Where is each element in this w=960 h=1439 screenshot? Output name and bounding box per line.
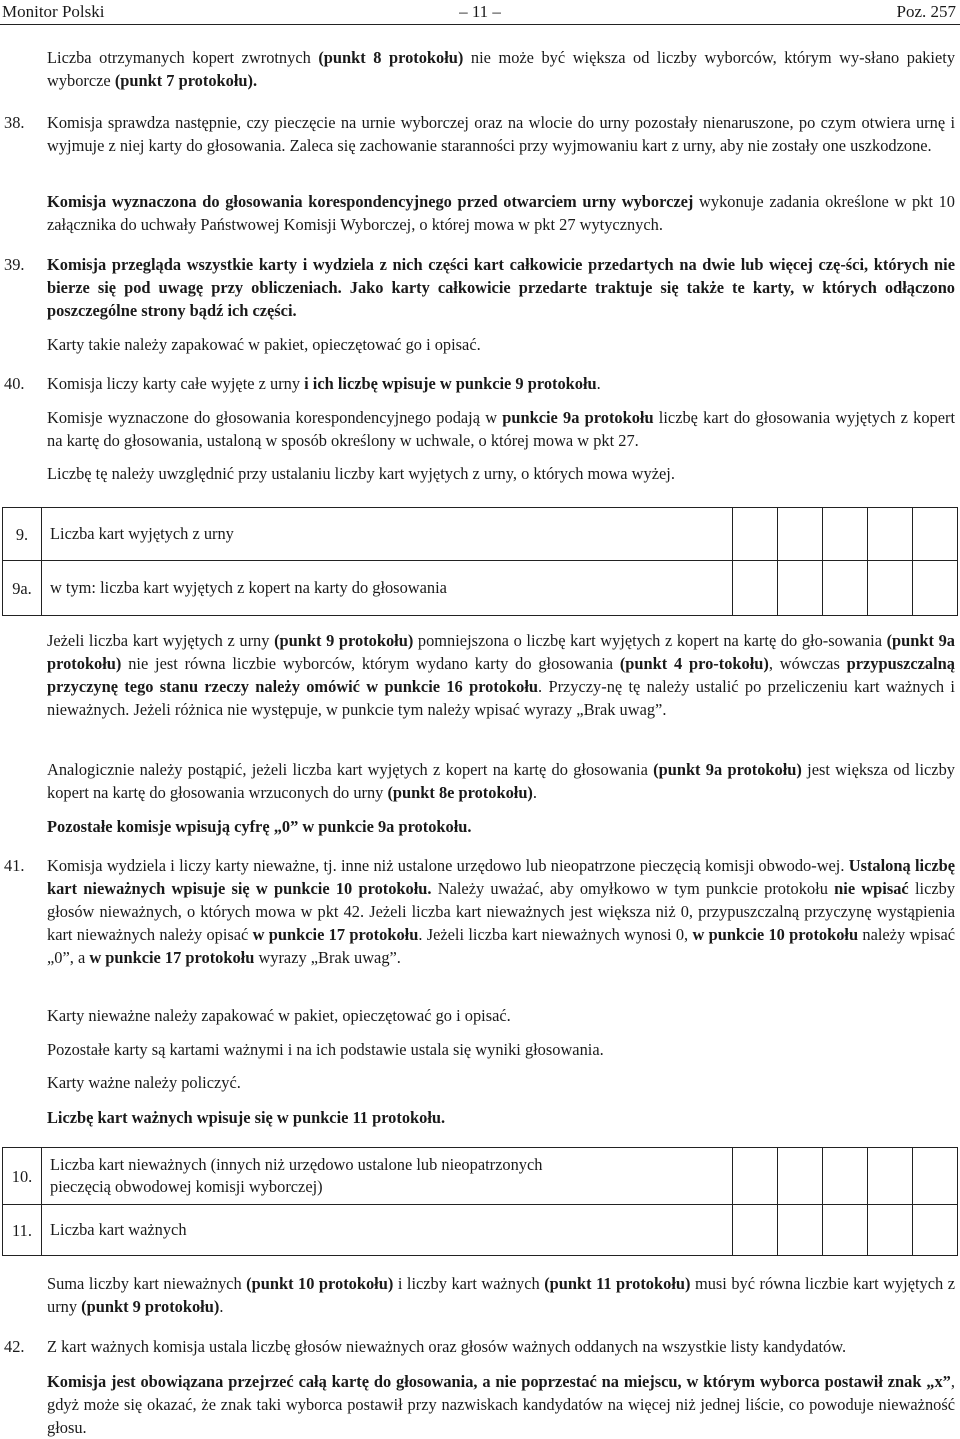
text-run: Suma liczby kart nieważnych (47, 1274, 247, 1293)
bold-text-run: punkcie 9a protokołu (502, 408, 654, 427)
section-41-paragraph-2 (47, 1004, 955, 1027)
text-run: Karty takie należy zapakować w pakiet, opieczętować go i opisać. (47, 335, 481, 354)
intro-paragraph (47, 46, 955, 92)
section-39-paragraph-2 (47, 333, 955, 356)
text-run: pomniejszona o liczbę kart wyjętych z kopert na kartę do gło-sowania (413, 631, 887, 650)
text-run: . Przyczy-nę tę należy ustalić po przeliczeniu kart ważnych i nieważnych. Jeżeli różnica nie występuje, w punkcie tym należy wpisać wyrazy „Brak uwag”. (47, 677, 955, 719)
text-run: Liczbę tę należy uwzględnić przy ustalaniu liczby kart wyjętych z urny, o których mowa wyżej. (47, 464, 675, 483)
row-label-line: Liczba kart nieważnych (innych niż urzędowo ustalone lub nieopatrzonych (50, 1155, 543, 1174)
digit-box[interactable] (913, 1148, 958, 1205)
digit-box[interactable] (778, 1205, 823, 1256)
row-label: Liczba kart ważnych (42, 1205, 733, 1256)
bold-text-run: Pozostałe komisje wpisują cyfrę „0” w punkcie 9a protokołu. (47, 817, 472, 836)
digit-box[interactable] (823, 1205, 868, 1256)
row-number: 9a. (3, 561, 42, 616)
bold-text-run: w punkcie 10 protokołu (692, 925, 859, 944)
text-run: . Jeżeli liczba kart nieważnych wynosi 0, (418, 925, 693, 944)
bold-text-run: Komisja wyznaczona do głosowania korespondencyjnego przed otwarciem urny wyborczej (47, 192, 694, 211)
digit-box[interactable] (733, 1205, 778, 1256)
section-42-paragraph-1 (47, 1335, 955, 1358)
table-row (3, 508, 958, 561)
section-number-41: 41. (4, 856, 25, 875)
section-41-paragraph-4 (47, 1071, 955, 1094)
digit-box[interactable] (733, 508, 778, 561)
row-label (42, 1148, 733, 1205)
bold-text-run: (punkt 9a protokołu) (653, 760, 802, 779)
digit-box[interactable] (868, 561, 913, 616)
text-run: jest większa od liczby kopert na kartę do głosowania wrzuconych do urny (47, 760, 955, 802)
digit-box[interactable] (868, 1205, 913, 1256)
text-run: i liczby kart ważnych (393, 1274, 545, 1293)
section-38-paragraph-1 (47, 111, 955, 157)
bold-text-run: (punkt 9a protokołu) (47, 631, 955, 673)
section-41-paragraph-3 (47, 1038, 955, 1061)
bold-text-run: Ustaloną liczbę kart nieważnych wpisuje się w punkcie 10 protokołu. (47, 856, 956, 898)
section-number-38: 38. (4, 113, 25, 132)
digit-box[interactable] (823, 561, 868, 616)
text-run: Komisja sprawdza następnie, czy pieczęcie na urnie wyborczej oraz na wlocie do urny pozostały nienaruszone, po czym otwiera urnę i wyjmuje z niej karty do głosowania. Zaleca się zachowanie staranności przy wyjmowaniu kart z urny, aby nie zostały one uszkodzone. (47, 113, 955, 155)
page-number: – 11 – (459, 2, 501, 21)
text-run: liczbę kart do głosowania wyjętych z kopert na kartę do głosowania, ustaloną w sposób określony w uchwale, o której mowa w pkt 27. (47, 408, 955, 450)
bold-text-run: (punkt 8 protokołu) (318, 48, 464, 67)
digit-box[interactable] (778, 561, 823, 616)
table-row (3, 1148, 958, 1205)
text-run: , wówczas (768, 654, 847, 673)
digit-box[interactable] (778, 1148, 823, 1205)
section-40-paragraph-2 (47, 406, 955, 452)
section-41-paragraph-1 (47, 854, 955, 969)
section-40-paragraph-1 (47, 372, 955, 395)
section-number-40: 40. (4, 374, 25, 393)
bold-text-run: przypuszczalną przyczynę tego stanu rzeczy należy omówić w punkcie 16 protokołu (47, 654, 955, 696)
section-42-paragraph-2 (47, 1370, 955, 1439)
text-run: Komisja liczy karty całe wyjęte z urny (47, 374, 305, 393)
digit-box[interactable] (913, 1205, 958, 1256)
row-number: 10. (3, 1148, 42, 1205)
digit-box[interactable] (733, 1148, 778, 1205)
text-run: wykonuje zadania określone w pkt 10 załącznika do uchwały Państwowej Komisji Wyborczej, o której mowa w pkt 27 wytycznych. (47, 192, 955, 234)
section-number-39: 39. (4, 255, 25, 274)
bold-text-run: (punkt 9 protokołu) (274, 631, 414, 650)
text-run: należy wpisać „0”, a (47, 925, 956, 967)
text-run: Pozostałe karty są kartami ważnymi i na ich podstawie ustala się wyniki głosowania. (47, 1040, 604, 1059)
position-number: Poz. 257 (896, 2, 956, 21)
text-run: . (532, 783, 538, 802)
digit-box[interactable] (868, 508, 913, 561)
text-run: Należy uważać, aby omyłkowo w tym punkcie protokołu (431, 879, 835, 898)
table-row (3, 561, 958, 616)
bold-text-run: w punkcie 17 protokołu (252, 925, 419, 944)
text-run: Liczba otrzymanych kopert zwrotnych (47, 48, 319, 67)
digit-box[interactable] (913, 561, 958, 616)
text-run: Z kart ważnych komisja ustala liczbę głosów nieważnych oraz głosów ważnych oddanych na wszystkie listy kandydatów. (47, 1337, 847, 1356)
text-run: wyrazy „Brak uwag”. (254, 948, 401, 967)
bold-text-run: w punkcie 17 protokołu (89, 948, 255, 967)
digit-box[interactable] (778, 508, 823, 561)
digit-box[interactable] (868, 1148, 913, 1205)
text-run: Karty ważne należy policzyć. (47, 1073, 241, 1092)
digit-box[interactable] (823, 1148, 868, 1205)
bold-text-run: i ich liczbę wpisuje w punkcie 9 protokołu (304, 374, 597, 393)
bold-text-run: (punkt 7 protokołu). (114, 71, 258, 90)
protocol-table-10 (2, 1147, 958, 1256)
analogous-paragraph (47, 758, 955, 804)
text-run: Analogicznie należy postąpić, jeżeli liczba kart wyjętych z kopert na kartę do głosowania (47, 760, 654, 779)
protocol-table-9 (2, 507, 958, 616)
digit-box[interactable] (913, 508, 958, 561)
table-row (3, 1205, 958, 1256)
text-run: musi być równa liczbie kart wyjętych z urny (47, 1274, 955, 1316)
text-run: nie może być większa od liczby wyborców, którym wy-słano pakiety wyborcze (47, 48, 956, 90)
section-41-paragraph-5 (47, 1106, 955, 1129)
text-run: liczby głosów nieważnych, o których mowa w pkt 42. Jeżeli liczba kart nieważnych jest większa niż 0, przypuszczalną przyczynę wystąpienia kart nieważnych należy opisać (47, 879, 956, 944)
publication-name: Monitor Polski (2, 2, 105, 21)
digit-box[interactable] (733, 561, 778, 616)
bold-text-run: Liczbę kart ważnych wpisuje się w punkcie 11 protokołu. (47, 1108, 446, 1127)
row-number: 11. (3, 1205, 42, 1256)
row-number: 9. (3, 508, 42, 561)
section-40-paragraph-3 (47, 462, 955, 485)
bold-text-run: (punkt 8e protokołu) (387, 783, 533, 802)
text-run: Komisja wydziela i liczy karty nieważne, tj. inne niż ustalone urzędowo lub nieopatrzone pieczęcią komisji obwodo-wej. (47, 856, 849, 875)
row-label: w tym: liczba kart wyjętych z kopert na karty do głosowania (42, 561, 733, 616)
bold-text-run: (punkt 4 pro-tokołu) (619, 654, 769, 673)
section-number-42: 42. (4, 1337, 25, 1356)
bold-text-run: (punkt 9 protokołu) (81, 1297, 220, 1316)
text-run: Komisje wyznaczone do głosowania korespondencyjnego podają w (47, 408, 503, 427)
text-run: nie jest równa liczbie wyborców, którym wydano karty do głosowania (121, 654, 620, 673)
digit-box[interactable] (823, 508, 868, 561)
bold-text-run: Komisja jest obowiązana przejrzeć całą kartę do głosowania, a nie poprzestać na miejscu, w którym wyborca postawił znak „x” (47, 1372, 951, 1391)
bold-text-run: nie wpisać (834, 879, 909, 898)
page-header (0, 0, 960, 25)
bold-text-run: (punkt 10 protokołu) (246, 1274, 394, 1293)
other-commissions-paragraph (47, 815, 955, 838)
row-label: Liczba kart wyjętych z urny (42, 508, 733, 561)
text-run: , gdyż może się okazać, że znak taki wyborca postawił przy nazwiskach kandydatów na więcej niż jednej liście, co powoduje nieważność głosu. (47, 1372, 955, 1437)
text-run: Jeżeli liczba kart wyjętych z urny (47, 631, 275, 650)
discrepancy-paragraph (47, 629, 955, 721)
text-run: . (219, 1297, 224, 1316)
text-run: . (596, 374, 601, 393)
row-label-line: pieczęcią obwodowej komisji wyborczej) (50, 1177, 323, 1196)
section-39-paragraph-1 (47, 253, 955, 322)
sum-check-paragraph (47, 1272, 955, 1318)
section-38-paragraph-2 (47, 190, 955, 236)
bold-text-run: Komisja przegląda wszystkie karty i wydziela z nich części kart całkowicie przedartych na dwie lub więcej czę-ści, których nie bierze się pod uwagę przy obliczeniach. Jako karty całkowicie przedarte traktuje się także te karty, w których odłączono poszczególne strony bądź ich części. (47, 255, 955, 320)
text-run: Karty nieważne należy zapakować w pakiet, opieczętować go i opisać. (47, 1006, 511, 1025)
bold-text-run: (punkt 11 protokołu) (544, 1274, 691, 1293)
